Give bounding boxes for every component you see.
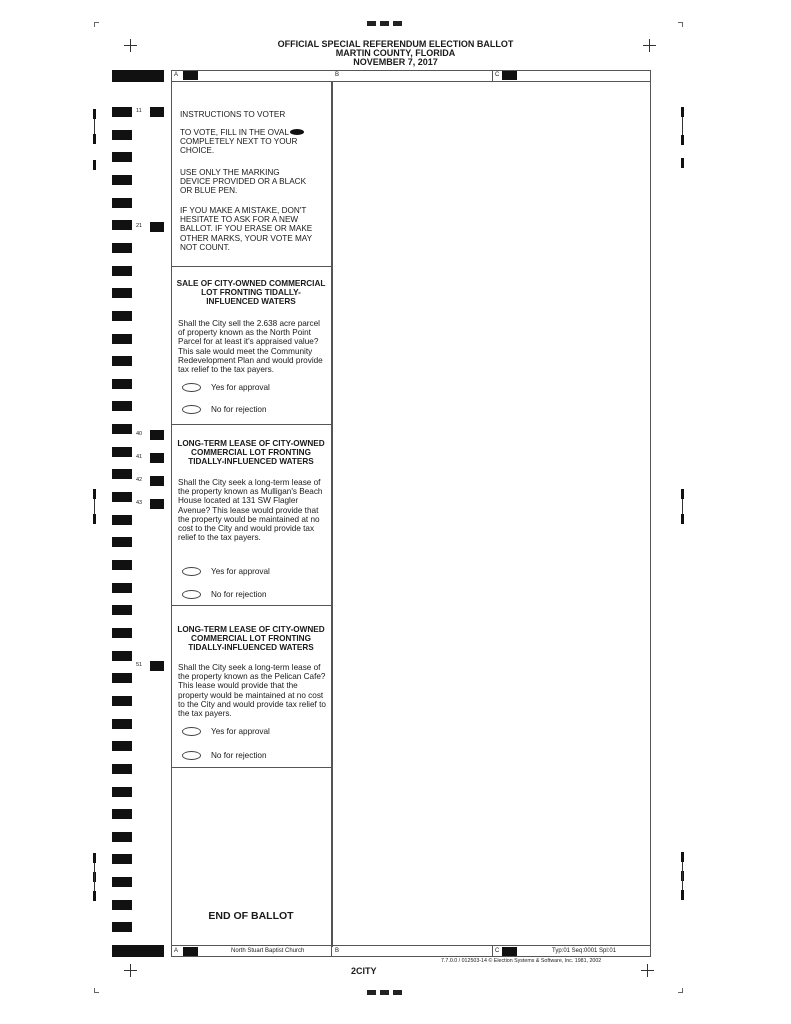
left-tick-mark xyxy=(93,160,96,170)
timing-mark xyxy=(183,947,198,956)
timing-mark xyxy=(112,70,164,82)
end-of-ballot: END OF BALLOT xyxy=(208,910,294,922)
row-number: 40 xyxy=(136,431,143,437)
option-no[interactable] xyxy=(182,405,267,414)
timing-mark xyxy=(112,334,132,344)
tick-line xyxy=(682,499,683,514)
instructions-title: INSTRUCTIONS TO VOTER xyxy=(180,110,286,119)
timing-mark xyxy=(112,854,132,864)
option-label: Yes for approval xyxy=(211,383,270,392)
instructions-paragraph-3: IF YOU MAKE A MISTAKE, DON'T HESITATE TO ASK FOR A NEW BALLOT. IF YOU ERASE OR MAKE OTHER MARKS, YOUR VOTE MAY NOT COUNT. xyxy=(180,206,313,252)
right-tick-mark xyxy=(681,890,684,900)
option-yes[interactable] xyxy=(182,727,270,736)
timing-mark xyxy=(112,628,132,638)
row-mark xyxy=(150,476,164,486)
left-tick-mark xyxy=(93,514,96,524)
top-column-bar xyxy=(171,70,651,82)
question-title: SALE OF CITY-OWNED COMMERCIAL LOT FRONTING TIDALLY-INFLUENCED WATERS xyxy=(176,279,326,306)
timing-mark xyxy=(112,198,132,208)
timing-mark xyxy=(112,424,132,434)
timing-mark xyxy=(112,787,132,797)
timing-mark xyxy=(112,832,132,842)
column-divider xyxy=(332,82,333,947)
column-label-a: A xyxy=(174,948,179,954)
row-mark xyxy=(150,499,164,509)
timing-mark xyxy=(112,266,132,276)
left-tick-mark xyxy=(93,891,96,901)
row-number: 41 xyxy=(136,454,143,460)
tick-line xyxy=(682,862,683,890)
question-body: Shall the City seek a long-term lease of the property known as Mulligan's Beach House located at 131 SW Flagler Avenue? This lease would provide that the property would be maintained at no cost to the City and would provide tax relief to the tax payers. xyxy=(178,478,323,543)
question-section xyxy=(171,267,331,425)
timing-mark xyxy=(112,900,132,910)
crosshair-mark xyxy=(641,964,654,977)
timing-mark xyxy=(112,220,132,230)
row-mark xyxy=(150,430,164,440)
timing-mark xyxy=(112,379,132,389)
row-number: 21 xyxy=(136,223,143,229)
row-mark xyxy=(150,107,164,117)
timing-mark xyxy=(112,537,132,547)
timing-mark xyxy=(112,560,132,570)
option-label: No for rejection xyxy=(211,751,267,760)
column-label-b: B xyxy=(335,948,340,954)
filled-oval-example xyxy=(290,129,304,135)
timing-mark xyxy=(112,515,132,525)
ballot-type-code: Typ:01 Seq:0001 Spl:01 xyxy=(552,948,617,954)
row-mark xyxy=(150,222,164,232)
question-body: Shall the City sell the 2.638 acre parcel of property known as the North Point Parcel for at least it's appraised value? This sale would meet the Community Redevelopment Plan and would provide tax relief to the tax payers. xyxy=(178,319,323,375)
row-number: 11 xyxy=(136,108,142,114)
left-tick-mark xyxy=(93,134,96,144)
option-label: Yes for approval xyxy=(211,727,270,736)
timing-mark xyxy=(112,175,132,185)
tick-line xyxy=(682,117,683,135)
tick-line xyxy=(94,119,95,134)
timing-mark xyxy=(183,71,198,80)
left-tick-mark xyxy=(93,853,96,863)
left-tick-mark xyxy=(93,489,96,499)
corner-mark xyxy=(94,988,99,993)
timing-mark xyxy=(112,107,132,117)
top-registration-mark xyxy=(367,21,403,26)
timing-mark xyxy=(112,922,132,932)
column-label-b: B xyxy=(335,72,340,78)
right-tick-mark xyxy=(681,135,684,145)
copyright-notice: 7.7.0.0 / 012503-14 © Election Systems & Software, Inc. 1981, 2002 xyxy=(441,958,602,964)
timing-mark xyxy=(112,809,132,819)
option-label: Yes for approval xyxy=(211,567,270,576)
row-number: 51 xyxy=(136,662,143,668)
right-tick-mark xyxy=(681,107,684,117)
timing-mark xyxy=(112,243,132,253)
right-tick-mark xyxy=(681,489,684,499)
question-section xyxy=(171,425,331,606)
timing-mark xyxy=(112,311,132,321)
question-title: LONG-TERM LEASE OF CITY-OWNED COMMERCIAL LOT FRONTING TIDALLY-INFLUENCED WATERS xyxy=(177,625,325,652)
timing-mark xyxy=(112,152,132,162)
column-divider xyxy=(492,70,493,82)
timing-mark xyxy=(112,447,132,457)
instructions-paragraph-1: TO VOTE, FILL IN THE OVAL COMPLETELY NEXT TO YOUR CHOICE. xyxy=(180,128,298,156)
corner-mark xyxy=(678,988,683,993)
option-label: No for rejection xyxy=(211,405,267,414)
tick-line xyxy=(94,499,95,514)
column-divider xyxy=(492,946,493,957)
row-number: 43 xyxy=(136,500,143,506)
row-mark xyxy=(150,661,164,671)
question-title: LONG-TERM LEASE OF CITY-OWNED COMMERCIAL LOT FRONTING TIDALLY-INFLUENCED WATERS xyxy=(177,439,325,466)
timing-mark xyxy=(112,696,132,706)
timing-mark xyxy=(112,945,164,957)
timing-mark xyxy=(112,401,132,411)
vote-oval[interactable] xyxy=(182,590,201,599)
vote-oval[interactable] xyxy=(182,751,201,760)
timing-mark xyxy=(112,492,132,502)
row-mark xyxy=(150,453,164,463)
bottom-column-bar xyxy=(171,945,651,957)
option-no[interactable] xyxy=(182,751,267,760)
option-label: No for rejection xyxy=(211,590,267,599)
ballot-title: OFFICIAL SPECIAL REFERENDUM ELECTION BALLOT xyxy=(277,39,514,49)
corner-mark xyxy=(678,22,683,27)
column-label-c: C xyxy=(495,72,500,78)
right-tick-mark xyxy=(681,852,684,862)
left-tick-mark xyxy=(93,109,96,119)
timing-mark xyxy=(502,947,517,956)
option-no[interactable] xyxy=(182,590,267,599)
timing-mark xyxy=(112,288,132,298)
column-divider xyxy=(331,946,332,957)
corner-mark xyxy=(94,22,99,27)
crosshair-mark xyxy=(124,964,137,977)
timing-mark xyxy=(112,356,132,366)
column-label-c: C xyxy=(495,948,500,954)
timing-mark xyxy=(112,764,132,774)
right-tick-mark xyxy=(681,514,684,524)
timing-mark xyxy=(112,741,132,751)
row-number: 42 xyxy=(136,477,143,483)
timing-mark xyxy=(112,469,132,479)
timing-mark xyxy=(112,130,132,140)
bottom-registration-mark xyxy=(367,990,403,995)
question-section xyxy=(171,606,331,768)
timing-mark xyxy=(112,877,132,887)
vote-oval[interactable] xyxy=(182,567,201,576)
timing-mark xyxy=(112,605,132,615)
instructions-section xyxy=(171,82,331,267)
tick-line xyxy=(94,863,95,891)
question-body: Shall the City seek a long-term lease of the property known as the Pelican Cafe? This lease would provide that the property would be maintained at no cost to the City and would provide tax relief to the tax payers. xyxy=(178,663,326,719)
option-yes[interactable] xyxy=(182,383,270,392)
instructions-paragraph-2: USE ONLY THE MARKING DEVICE PROVIDED OR A BLACK OR BLUE PEN. xyxy=(180,168,307,196)
column-label-a: A xyxy=(174,72,179,78)
vote-oval[interactable] xyxy=(182,405,201,414)
ballot-county: MARTIN COUNTY, FLORIDA xyxy=(335,48,456,58)
vote-oval[interactable] xyxy=(182,727,201,736)
right-tick-mark xyxy=(681,158,684,168)
vote-oval[interactable] xyxy=(182,383,201,392)
precinct-name: North Stuart Baptist Church xyxy=(231,948,305,954)
timing-mark xyxy=(112,651,132,661)
timing-mark xyxy=(112,719,132,729)
timing-mark xyxy=(112,673,132,683)
ballot-date: NOVEMBER 7, 2017 xyxy=(353,57,438,67)
option-yes[interactable] xyxy=(182,567,270,576)
ballot-id: 2CITY xyxy=(351,966,377,976)
timing-mark xyxy=(502,71,517,80)
timing-mark xyxy=(112,583,132,593)
